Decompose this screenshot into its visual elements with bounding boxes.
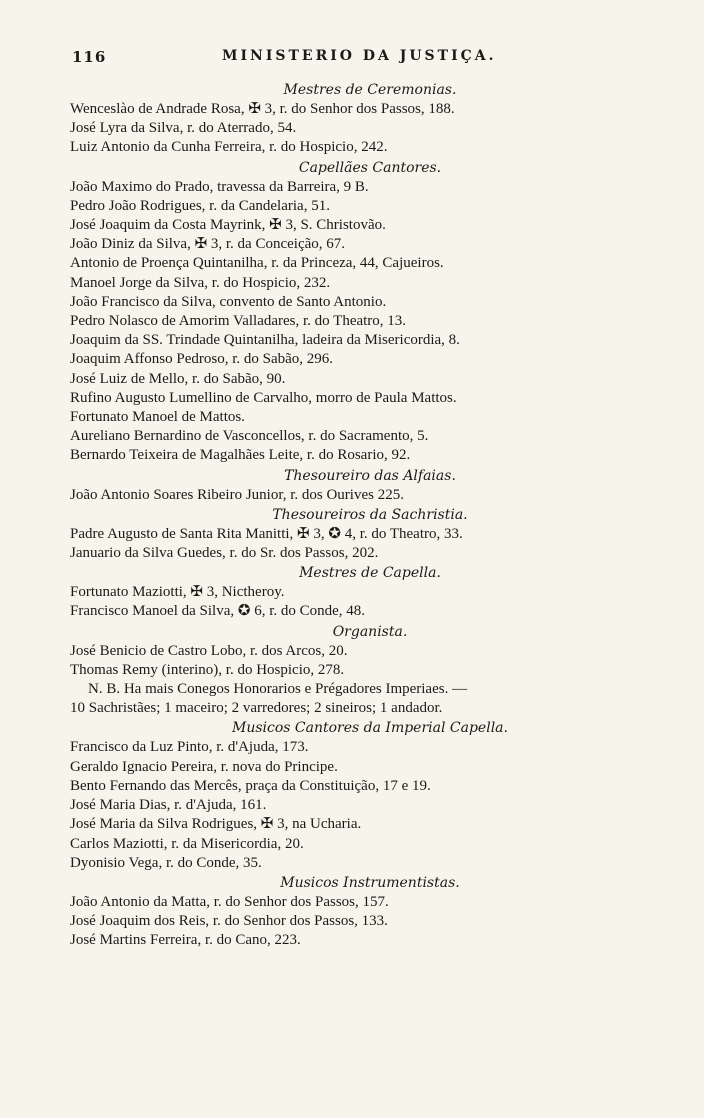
directory-entry: João Antonio Soares Ribeiro Junior, r. dos Ourives 225. <box>70 486 404 503</box>
directory-entry: José Maria da Silva Rodrigues, ✠ 3, na Ucharia. <box>70 816 362 833</box>
directory-entry: Francisco Manoel da Silva, ✪ 6, r. do Conde, 48. <box>70 603 366 620</box>
directory-entry: João Maximo do Prado, travessa da Barreira, 9 B. <box>70 178 369 195</box>
directory-entry: Dyonisio Vega, r. do Conde, 35. <box>70 854 262 871</box>
directory-entry: José Martins Ferreira, r. do Cano, 223. <box>70 932 301 949</box>
directory-entry: João Francisco da Silva, convento de Santo Antonio. <box>70 293 387 310</box>
directory-entry: José Joaquim dos Reis, r. do Senhor dos Passos, 133. <box>70 913 388 930</box>
directory-entry: João Diniz da Silva, ✠ 3, r. da Conceição, 67. <box>70 236 346 253</box>
directory-entry: Carlos Maziotti, r. da Misericordia, 20. <box>70 835 304 852</box>
directory-entry: 10 Sachristães; 1 maceiro; 2 varredores; 2 sineiros; 1 andador. <box>70 700 443 717</box>
directory-entry: José Lyra da Silva, r. do Aterrado, 54. <box>70 120 297 137</box>
directory-entry: N. B. Ha mais Conegos Honorarios e Prégadores Imperiaes. — <box>88 681 468 698</box>
directory-entry: Antonio de Proença Quintanilha, r. da Princeza, 44, Cajueiros. <box>70 255 444 272</box>
directory-entry: Pedro João Rodrigues, r. da Candelaria, 51. <box>70 197 330 214</box>
running-title: MINISTERIO DA JUSTIÇA. <box>222 48 497 64</box>
directory-entry: Luiz Antonio da Cunha Ferreira, r. do Hospicio, 242. <box>70 139 388 156</box>
directory-content <box>70 80 630 951</box>
directory-section <box>70 563 630 621</box>
section-heading: Musicos Instrumentistas. <box>280 874 460 891</box>
directory-entry: Fortunato Manoel de Mattos. <box>70 409 245 426</box>
directory-entry: Rufino Augusto Lumellino de Carvalho, morro de Paula Mattos. <box>70 389 457 406</box>
directory-entry: Pedro Nolasco de Amorim Valladares, r. do Theatro, 13. <box>70 313 407 330</box>
directory-section <box>70 622 630 719</box>
directory-entry: Thomas Remy (interino), r. do Hospicio, 278. <box>70 661 345 678</box>
directory-entry: Padre Augusto de Santa Rita Manitti, ✠ 3, ✪ 4, r. do Theatro, 33. <box>70 525 463 542</box>
directory-entry: José Luiz de Mello, r. do Sabão, 90. <box>70 370 286 387</box>
directory-entry: Francisco da Luz Pinto, r. d'Ajuda, 173. <box>70 739 309 756</box>
directory-entry: Aureliano Bernardino de Vasconcellos, r. do Sacramento, 5. <box>70 428 429 445</box>
directory-entry: Joaquim Affonso Pedroso, r. do Sabão, 296. <box>70 351 334 368</box>
section-heading: Mestres de Capella. <box>299 565 441 582</box>
section-heading: Thesoureiro das Alfaias. <box>284 467 456 484</box>
directory-entry: Januario da Silva Guedes, r. do Sr. dos Passos, 202. <box>70 545 379 562</box>
directory-section <box>70 80 630 158</box>
section-heading: Musicos Cantores da Imperial Capella. <box>232 720 508 737</box>
page-header <box>72 48 612 70</box>
directory-entry: Manoel Jorge da Silva, r. do Hospicio, 232. <box>70 274 331 291</box>
section-heading: Capellães Cantores. <box>298 159 442 176</box>
directory-section <box>70 873 630 951</box>
section-heading: Mestres de Ceremonias. <box>283 82 457 98</box>
directory-entry: Geraldo Ignacio Pereira, r. nova do Principe. <box>70 758 338 775</box>
page-number: 116 <box>72 48 107 66</box>
directory-entry: João Antonio da Matta, r. do Senhor dos Passos, 157. <box>70 893 389 910</box>
section-heading: Organista. <box>332 623 408 640</box>
directory-entry: José Maria Dias, r. d'Ajuda, 161. <box>70 797 267 814</box>
directory-entry: Wenceslào de Andrade Rosa, ✠ 3, r. do Senhor dos Passos, 188. <box>70 101 455 117</box>
directory-section <box>70 505 630 563</box>
directory-section <box>70 466 630 505</box>
directory-section <box>70 158 630 466</box>
section-heading: Thesoureiros da Sachristia. <box>272 506 468 523</box>
directory-section <box>70 718 630 872</box>
directory-entry: José Benicio de Castro Lobo, r. dos Arcos, 20. <box>70 642 348 659</box>
directory-entry: Joaquim da SS. Trindade Quintanilha, ladeira da Misericordia, 8. <box>70 332 460 349</box>
directory-entry: Bernardo Teixeira de Magalhães Leite, r. do Rosario, 92. <box>70 447 411 464</box>
directory-entry: José Joaquim da Costa Mayrink, ✠ 3, S. Christovão. <box>70 217 386 234</box>
directory-entry: Bento Fernando das Mercês, praça da Constituição, 17 e 19. <box>70 777 431 794</box>
directory-entry: Fortunato Maziotti, ✠ 3, Nictheroy. <box>70 584 285 601</box>
